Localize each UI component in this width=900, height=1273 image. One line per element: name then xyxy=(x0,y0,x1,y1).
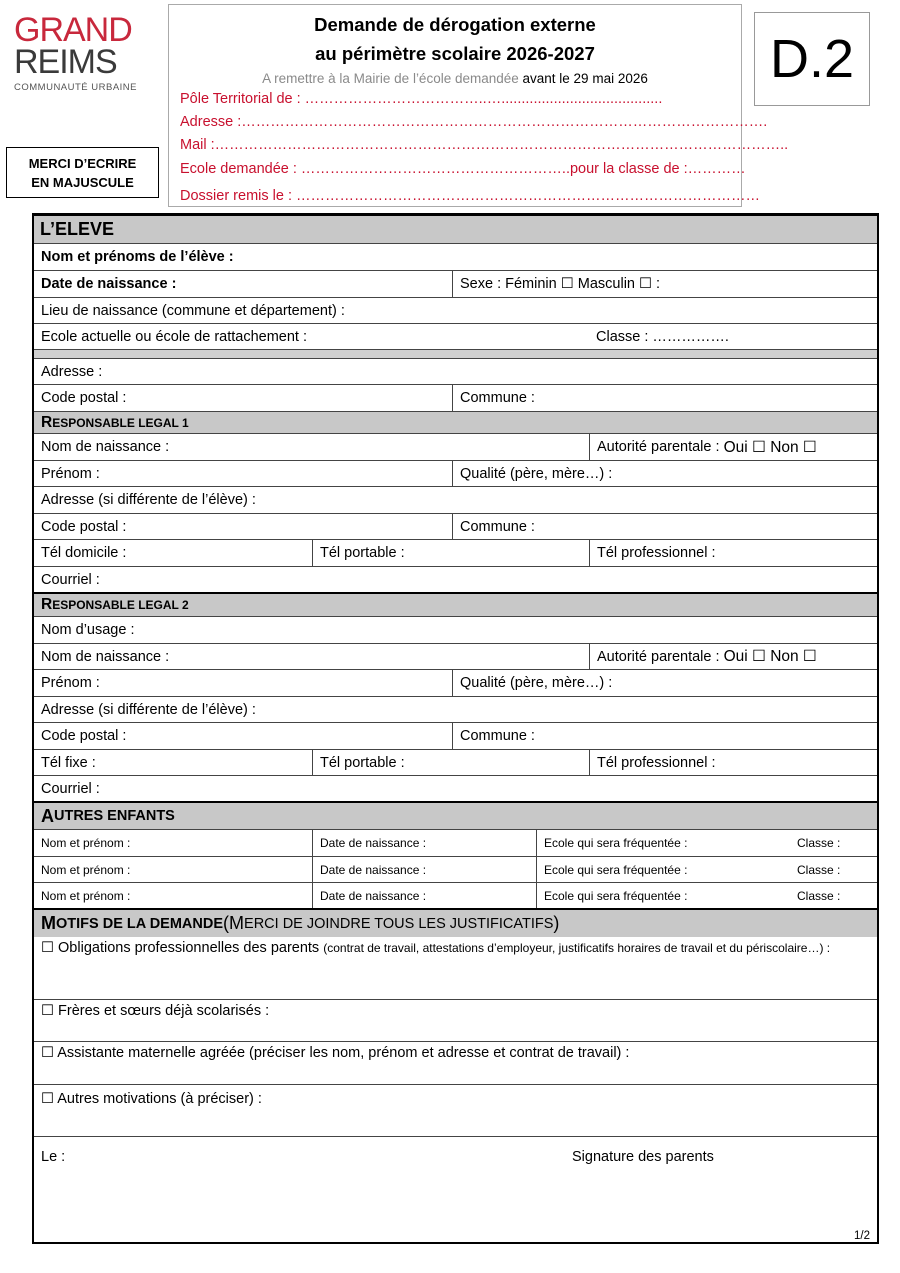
resp2-nom-usage-label: Nom d’usage : xyxy=(41,622,135,638)
row-resp2-courriel[interactable] xyxy=(34,776,877,803)
resp2-courriel-label: Courriel : xyxy=(41,780,100,797)
section-autres-enfants-header xyxy=(34,803,877,830)
enfant1-classe-label[interactable]: Classe : xyxy=(797,836,841,850)
row-resp1-code-postal xyxy=(34,514,877,540)
resp1-title-initial: R xyxy=(41,413,53,431)
resp1-prenom-label[interactable]: Prénom : xyxy=(41,465,100,482)
resp2-code-postal-label[interactable]: Code postal : xyxy=(41,728,127,744)
row-code-postal-eleve xyxy=(34,385,877,412)
resp2-autorite-label: Autorité parentale : xyxy=(597,648,720,665)
subtitle-deadline: avant le 29 mai 2026 xyxy=(518,71,648,86)
mail-field[interactable]: Mail :……………………………………………………………………………………………………….. xyxy=(180,137,789,153)
autres-title-initial: A xyxy=(41,805,54,826)
subtitle-grey: A remettre à la Mairie de l’école demandée xyxy=(262,71,519,86)
motif-obligations-label: ☐ Obligations professionnelles des parents xyxy=(41,940,324,956)
resp1-autorite-parentale[interactable] xyxy=(589,434,817,460)
motifs-note-initial: M xyxy=(229,913,245,933)
form-table xyxy=(32,213,879,1244)
motif-assistante-checkbox[interactable]: ☐ Assistante maternelle agréée (préciser les nom, prénom et adresse et contrat de travail) : xyxy=(41,1045,630,1061)
page-number: 1/2 xyxy=(854,1230,870,1242)
header-box xyxy=(168,4,789,207)
enfant2-classe-label[interactable]: Classe : xyxy=(797,862,841,877)
section-resp1-title xyxy=(34,412,189,433)
adresse-eleve-label: Adresse : xyxy=(41,363,103,380)
majuscule-notice-line2: EN MAJUSCULE xyxy=(31,175,134,190)
resp2-tel-pro-label[interactable]: Tél professionnel : xyxy=(589,750,715,775)
commune-eleve-label[interactable]: Commune : xyxy=(452,385,535,411)
resp1-code-postal-label[interactable]: Code postal : xyxy=(41,518,127,535)
row-resp2-prenom xyxy=(34,670,877,697)
resp2-title-rest: ESPONSABLE LEGAL 2 xyxy=(52,598,189,612)
enfant2-nom-label[interactable]: Nom et prénom : xyxy=(41,862,131,877)
code-postal-eleve-label[interactable]: Code postal : xyxy=(41,390,127,406)
lieu-naissance-label: Lieu de naissance (commune et département) : xyxy=(41,302,345,319)
resp1-qualite-label[interactable]: Qualité (père, mère…) : xyxy=(452,461,612,486)
row-enfant-2 xyxy=(34,857,877,883)
section-motifs-title xyxy=(34,910,559,937)
enfant2-ecole-label[interactable]: Ecole qui sera fréquentée : xyxy=(536,857,687,882)
resp1-title-rest: ESPONSABLE LEGAL 1 xyxy=(52,415,189,430)
row-resp2-adresse[interactable] xyxy=(34,697,877,723)
row-enfant-3 xyxy=(34,883,877,910)
section-resp2-title xyxy=(34,594,189,616)
row-enfant-1 xyxy=(34,830,877,857)
enfant1-date-label[interactable]: Date de naissance : xyxy=(312,830,426,856)
motif-obligations-checkbox[interactable] xyxy=(41,940,830,956)
resp2-title-initial: R xyxy=(41,596,53,613)
form-subtitle xyxy=(169,71,741,86)
resp2-prenom-label[interactable]: Prénom : xyxy=(41,675,100,691)
logo-subtitle: COMMUNAUTÉ URBAINE xyxy=(14,82,138,93)
resp1-tel-domicile-label[interactable]: Tél domicile : xyxy=(41,545,127,561)
resp1-commune-label[interactable]: Commune : xyxy=(452,514,535,539)
enfant1-ecole-label[interactable]: Ecole qui sera fréquentée : xyxy=(536,830,687,856)
row-resp1-tel xyxy=(34,540,877,567)
section-eleve-header xyxy=(34,216,877,244)
enfant3-ecole-label[interactable]: Ecole qui sera fréquentée : xyxy=(536,883,687,908)
resp1-nom-naissance-label[interactable]: Nom de naissance : xyxy=(41,439,170,455)
resp2-tel-portable-label[interactable]: Tél portable : xyxy=(312,750,405,775)
motifs-title-rest: OTIFS DE LA DEMANDE xyxy=(56,915,224,932)
resp2-nom-naissance-label[interactable]: Nom de naissance : xyxy=(41,648,170,665)
row-resp2-nom xyxy=(34,644,877,670)
row-ecole-actuelle[interactable] xyxy=(34,324,877,350)
row-lieu-naissance[interactable] xyxy=(34,298,877,324)
row-motif-obligations[interactable] xyxy=(34,937,877,1000)
resp2-commune-label[interactable]: Commune : xyxy=(452,723,535,749)
row-resp2-nom-usage[interactable] xyxy=(34,617,877,644)
row-date-sexe xyxy=(34,271,877,298)
autres-title-rest: UTRES ENFANTS xyxy=(54,808,175,824)
form-code: D.2 xyxy=(754,12,870,106)
resp1-oui-non-checkboxes[interactable]: Oui ☐ Non ☐ xyxy=(723,438,817,456)
logo-grand: GRAND xyxy=(14,11,132,49)
motifs-paren-close: ) xyxy=(553,913,560,933)
nom-eleve-label: Nom et prénoms de l’élève : xyxy=(41,249,234,265)
ecole-actuelle-label: Ecole actuelle ou école de rattachement : xyxy=(41,328,307,345)
row-resp2-tel xyxy=(34,750,877,776)
enfant3-classe-label[interactable]: Classe : xyxy=(797,888,841,903)
resp1-courriel-label: Courriel : xyxy=(41,571,100,588)
resp1-autorite-label: Autorité parentale : xyxy=(597,439,720,455)
motifs-paren-open: ( xyxy=(223,913,230,933)
resp2-adresse-label: Adresse (si différente de l’élève) : xyxy=(41,701,256,718)
section-motifs-header xyxy=(34,910,877,937)
resp1-tel-pro-label[interactable]: Tél professionnel : xyxy=(589,540,715,566)
form-title-line2: au périmètre scolaire 2026-2027 xyxy=(315,43,595,64)
enfant2-date-label[interactable]: Date de naissance : xyxy=(312,857,426,882)
pole-territorial-field[interactable]: Pôle Territorial de : ………………………………..…........................................ xyxy=(180,91,663,107)
motif-obligations-note: (contrat de travail, attestations d’employeur, justificatifs horaires de travail et du périscolaire…) : xyxy=(323,941,831,955)
section-resp2-header xyxy=(34,594,877,617)
section-autres-enfants-title xyxy=(34,803,175,829)
row-motif-freres[interactable] xyxy=(34,1000,877,1042)
majuscule-notice xyxy=(6,147,159,198)
row-resp1-adresse[interactable] xyxy=(34,487,877,514)
section-eleve-title: L’ELEVE xyxy=(40,219,115,239)
ecole-demandee-field[interactable]: Ecole demandée : ………………………………………………..pour la classe de :………… xyxy=(180,161,746,177)
row-nom-eleve[interactable] xyxy=(34,244,877,271)
resp2-qualite-label[interactable]: Qualité (père, mère…) : xyxy=(452,670,612,696)
sexe-checkboxes[interactable]: Sexe : Féminin ☐ Masculin ☐ : xyxy=(452,271,660,297)
grand-reims-logo xyxy=(14,11,144,100)
spacer-row xyxy=(34,350,877,359)
enfant3-date-label[interactable]: Date de naissance : xyxy=(312,883,426,908)
row-adresse-eleve[interactable] xyxy=(34,359,877,385)
motif-freres-checkbox[interactable]: ☐ Frères et sœurs déjà scolarisés : xyxy=(41,1003,270,1019)
form-title-line1: Demande de dérogation externe xyxy=(314,14,596,35)
section-resp1-header xyxy=(34,412,877,434)
resp2-oui-non-checkboxes[interactable]: Oui ☐ Non ☐ xyxy=(723,648,817,665)
signature-parents-label[interactable]: Signature des parents xyxy=(572,1149,714,1165)
enfant1-nom-label[interactable]: Nom et prénom : xyxy=(41,836,131,850)
classe-label: Classe : ……………. xyxy=(596,328,729,345)
row-motif-assistante[interactable] xyxy=(34,1042,877,1085)
row-resp1-prenom xyxy=(34,461,877,487)
motifs-title-initial: M xyxy=(41,913,56,933)
motif-autres-checkbox[interactable]: ☐ Autres motivations (à préciser) : xyxy=(41,1091,262,1107)
date-le-label[interactable]: Le : xyxy=(41,1149,66,1165)
date-naissance-label[interactable]: Date de naissance : xyxy=(41,276,177,292)
resp1-tel-portable-label[interactable]: Tél portable : xyxy=(312,540,405,566)
resp1-adresse-label: Adresse (si différente de l’élève) : xyxy=(41,492,256,508)
logo-reims: REIMS xyxy=(14,43,117,81)
row-resp1-nom xyxy=(34,434,877,461)
row-resp2-code-postal xyxy=(34,723,877,750)
adresse-mairie-field[interactable]: Adresse :………………………………………………………………………………………………. xyxy=(180,114,768,130)
motifs-note-rest: ERCI DE JOINDRE TOUS LES JUSTIFICATIFS xyxy=(244,915,554,932)
resp2-autorite-parentale[interactable] xyxy=(589,644,817,669)
resp2-tel-fixe-label[interactable]: Tél fixe : xyxy=(41,754,96,771)
row-motif-autres[interactable] xyxy=(34,1085,877,1137)
row-signature xyxy=(34,1137,877,1243)
majuscule-notice-line1: MERCI D’ECRIRE xyxy=(28,156,137,171)
row-resp1-courriel[interactable] xyxy=(34,567,877,594)
enfant3-nom-label[interactable]: Nom et prénom : xyxy=(41,888,131,903)
dossier-remis-field[interactable]: Dossier remis le : …………………………………………………………………………………… xyxy=(180,188,761,204)
